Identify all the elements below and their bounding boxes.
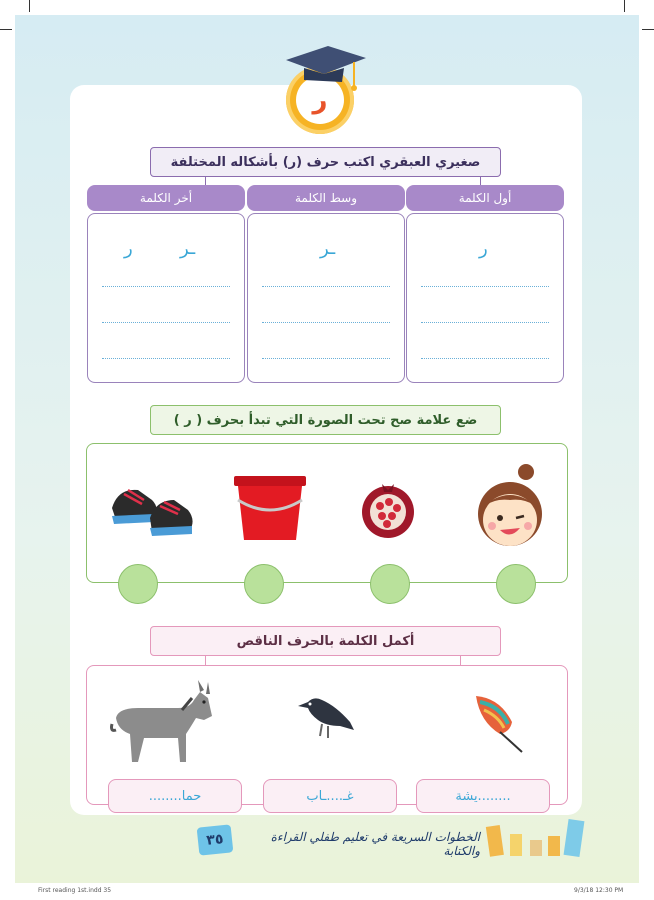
section1-title: صغيري العبقري اكتب حرف (ر) بأشكاله المختلفة [150, 147, 501, 177]
writing-line[interactable] [421, 322, 549, 323]
feather-icon [470, 692, 526, 754]
writing-line[interactable] [102, 358, 230, 359]
checkmark-circle[interactable] [118, 564, 158, 604]
connector-line [460, 656, 461, 665]
book-title: الخطوات السريعة في تعليم طفلي القراءة والكتابة [270, 830, 480, 858]
writing-line[interactable] [421, 286, 549, 287]
crop-mark [0, 29, 12, 30]
checkmark-circle[interactable] [370, 564, 410, 604]
donkey-icon [108, 680, 220, 768]
writing-line[interactable] [262, 358, 390, 359]
crop-mark [642, 29, 654, 30]
writing-line[interactable] [421, 358, 549, 359]
letter-sample: ر [124, 238, 133, 259]
page-number: ٣٥ [197, 824, 234, 855]
writing-line[interactable] [262, 286, 390, 287]
crop-mark [29, 0, 30, 12]
letter-sample: ـر [320, 238, 336, 259]
writing-line[interactable] [102, 322, 230, 323]
graduation-cap-icon [282, 42, 368, 92]
connector-line [205, 656, 206, 665]
header-middle-of-word: وسط الكلمة [247, 185, 405, 211]
connector-line [480, 177, 481, 185]
section3-title: أكمل الكلمة بالحرف الناقص [150, 626, 501, 656]
checkmark-circle[interactable] [244, 564, 284, 604]
crop-mark [624, 0, 625, 12]
connector-line [205, 177, 206, 185]
pencil-characters-icon [484, 812, 588, 862]
letter-sample: ر [479, 238, 488, 259]
section2-title: ضع علامة صح تحت الصورة التي تبدأ بحرف ( ر ) [150, 405, 501, 435]
word-box-feather[interactable]: ........يشة [416, 779, 550, 813]
writing-line[interactable] [262, 322, 390, 323]
writing-line[interactable] [102, 286, 230, 287]
column-end-of-word [87, 213, 245, 383]
header-end-of-word: أخر الكلمة [87, 185, 245, 211]
slug-file: First reading 1st.indd 35 [38, 887, 112, 894]
header-start-of-word: أول الكلمة [406, 185, 564, 211]
column-middle-of-word [247, 213, 405, 383]
crow-icon [296, 692, 356, 740]
column-start-of-word [406, 213, 564, 383]
bucket-icon [230, 472, 310, 544]
badge-letter: ر [312, 85, 328, 115]
checkmark-circle[interactable] [496, 564, 536, 604]
pomegranate-icon [356, 478, 420, 542]
girl-face-icon [474, 462, 550, 552]
letter-sample: ـر [180, 238, 196, 259]
word-box-crow[interactable]: غـ....ـاب [263, 779, 397, 813]
word-box-donkey[interactable]: حما........ [108, 779, 242, 813]
slug-date: 9/3/18 12:30 PM [574, 887, 624, 894]
shoes-icon [108, 478, 196, 542]
